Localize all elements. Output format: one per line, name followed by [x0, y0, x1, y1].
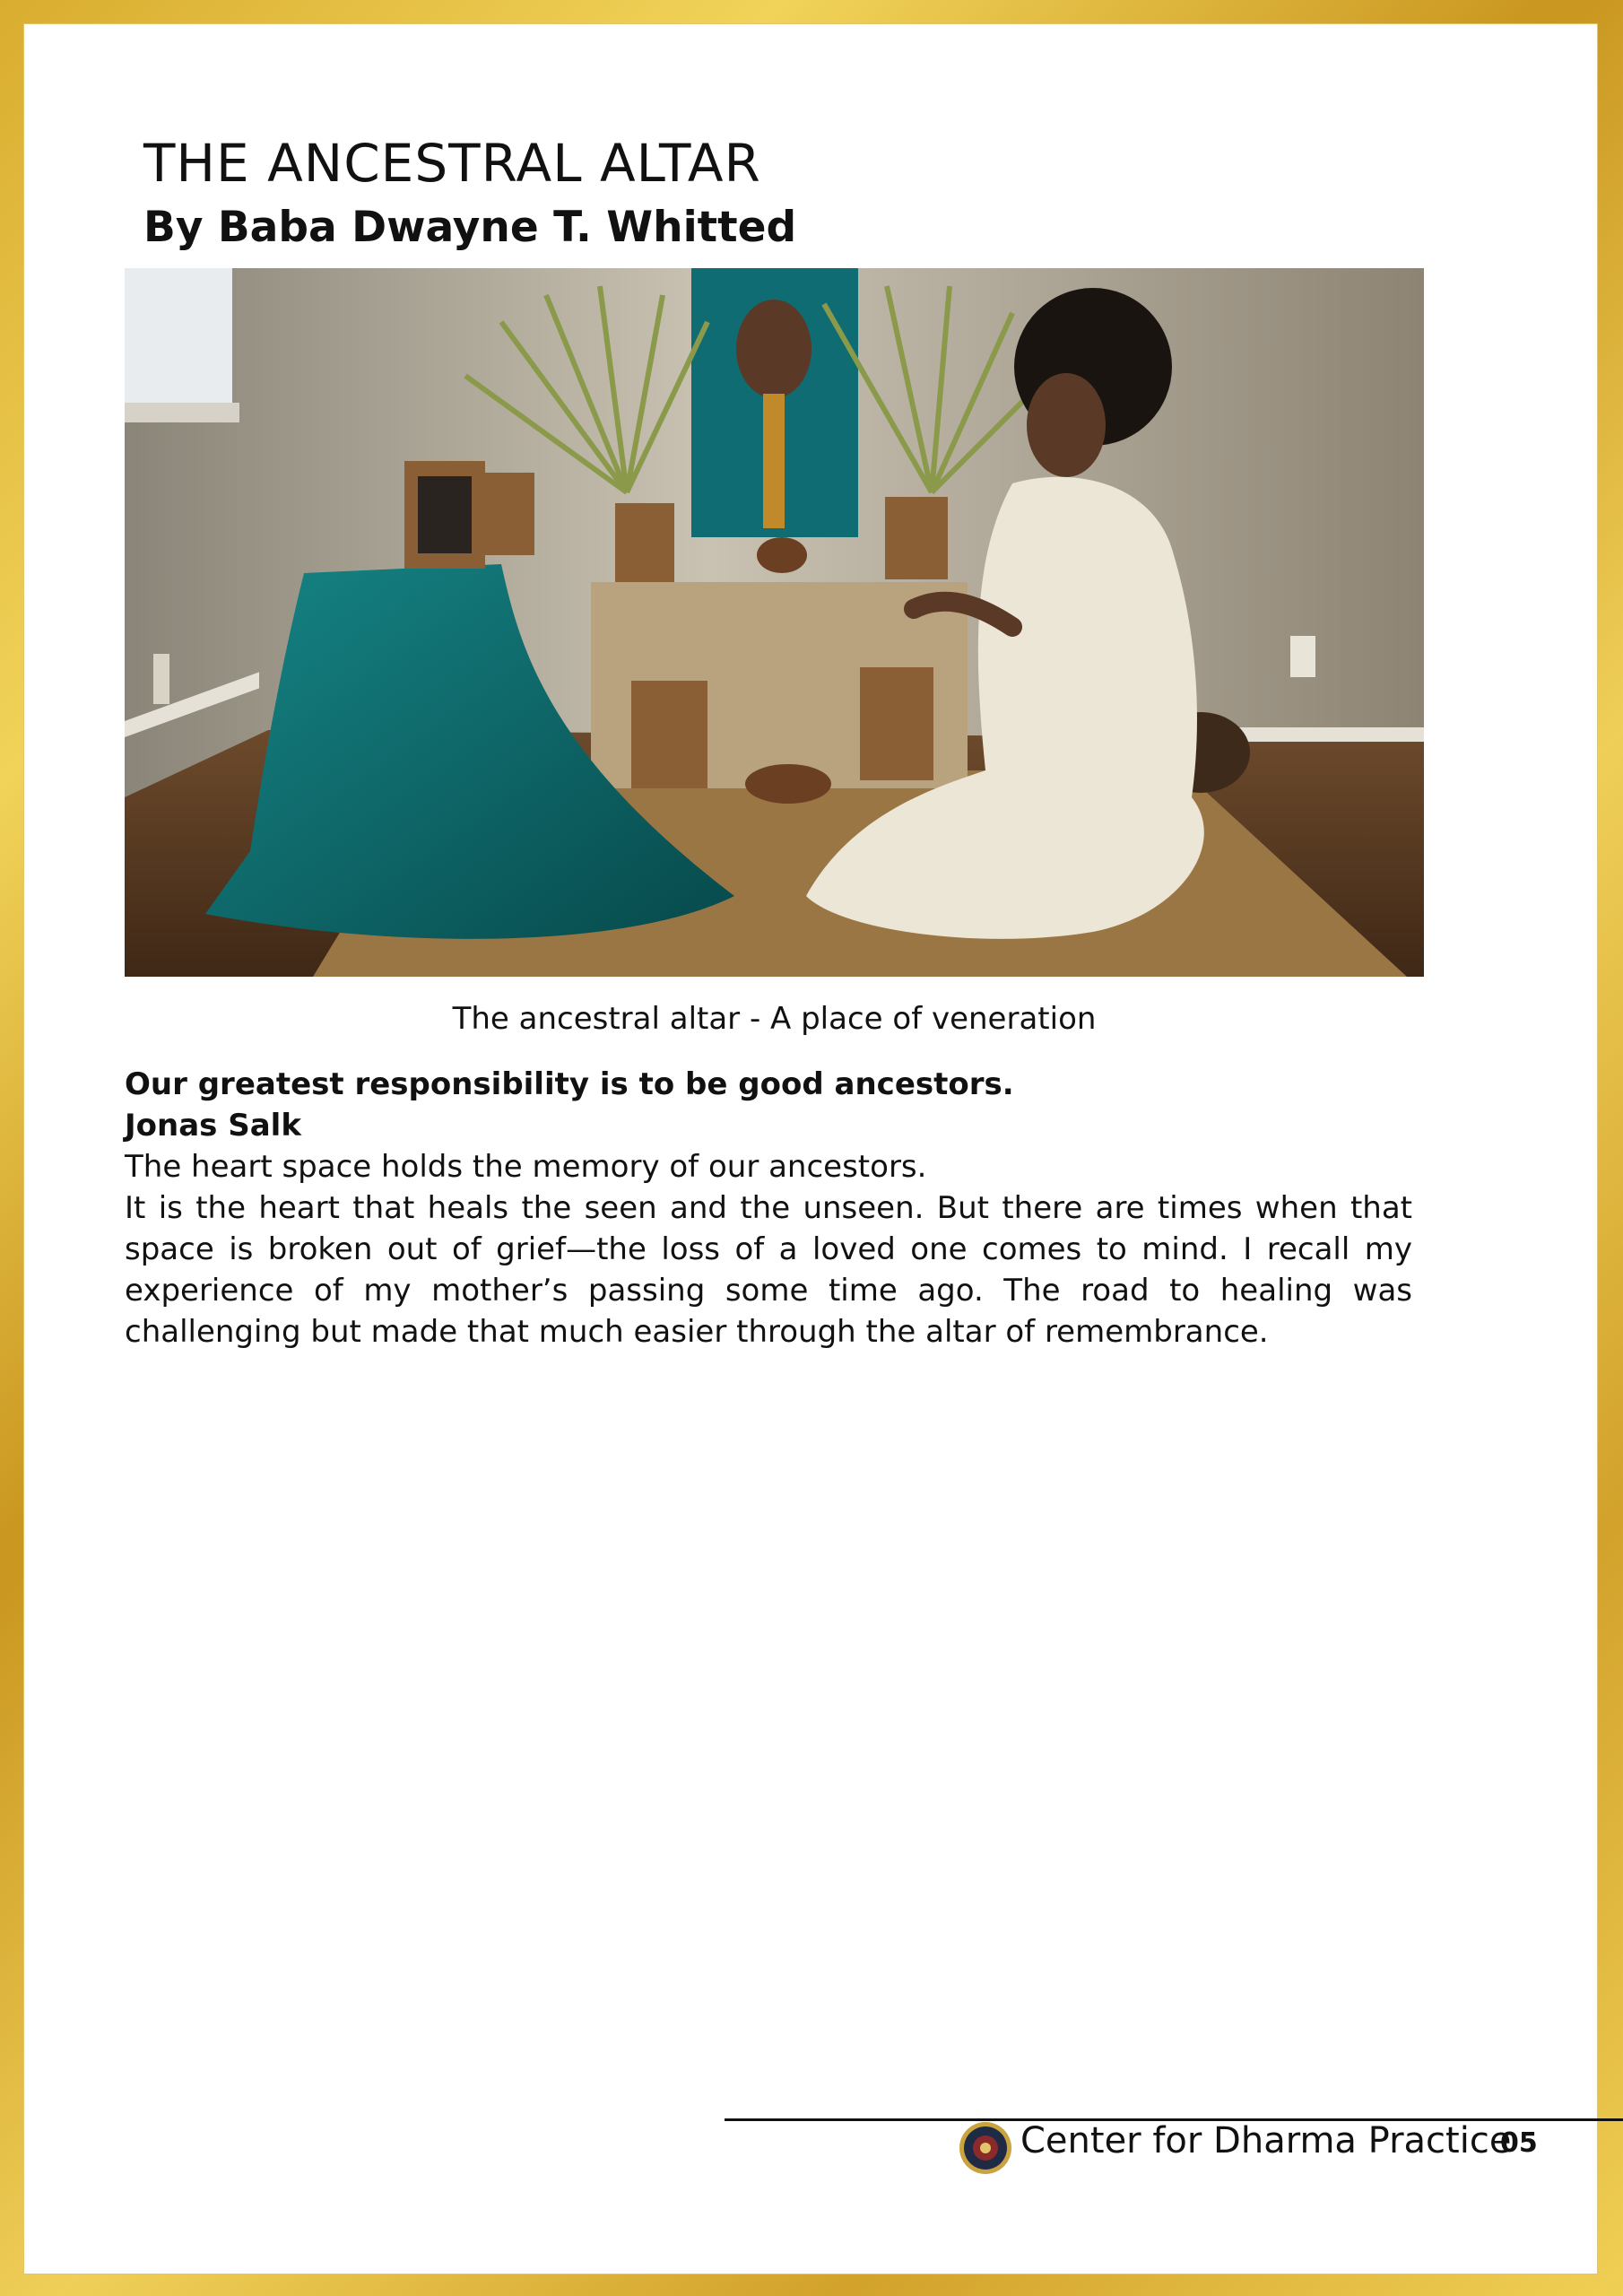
paragraph: The heart space holds the memory of our ancestors. [125, 1149, 927, 1185]
pull-quote: Our greatest responsibility is to be good ancestors. [125, 1066, 1014, 1102]
altar-illustration [125, 268, 1424, 977]
footer-organization: Center for Dharma Practice [1020, 2120, 1512, 2161]
center-logo-icon [958, 2120, 1013, 2176]
article-byline: By Baba Dwayne T. Whitted [143, 203, 797, 252]
page-number: 05 [1500, 2127, 1538, 2159]
article-body [125, 1064, 1412, 1352]
figure-caption: The ancestral altar - A place of veneration [452, 1001, 1097, 1037]
article-title: THE ANCESTRAL ALTAR [143, 133, 761, 194]
quote-author: Jonas Salk [125, 1108, 301, 1144]
paragraph: It is the heart that heals the seen and the unseen. But there are times when that space is broken out of grief—the loss of a loved one comes to mind. I recall my experience of my mother’s passing some time ago. The road to healing was challenging but made that much easier through the altar of remembrance. [125, 1190, 1412, 1350]
ancestral-altar-photo [125, 268, 1424, 977]
